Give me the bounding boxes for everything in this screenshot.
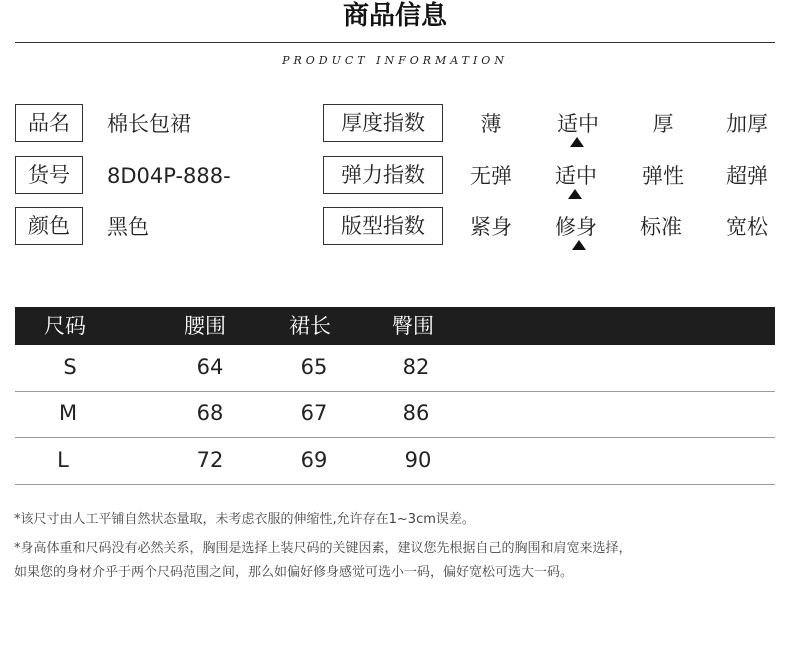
product-name-value: 棉长包裙: [107, 112, 191, 136]
size-advice-note-continued: 如果您的身材介乎于两个尺码范围之间，那么如偏好修身感觉可选小一码，偏好宽松可选大一码。: [14, 565, 574, 580]
fit-option: 标准: [640, 215, 682, 239]
table-cell-waist: 68: [196, 401, 224, 425]
page-title: 商品信息: [342, 1, 447, 31]
table-row: [15, 345, 775, 392]
product-name-label: 品名: [15, 104, 83, 142]
table-cell-waist: 72: [196, 448, 224, 472]
title-divider: [15, 42, 775, 43]
thickness-option: 厚: [652, 112, 674, 136]
table-cell-size: M: [58, 401, 78, 425]
table-cell-size: S: [63, 355, 77, 379]
fit-index-label: 版型指数: [323, 207, 443, 245]
selected-marker-icon: [568, 189, 582, 199]
table-cell-length: 65: [300, 355, 328, 379]
thickness-option: 适中: [557, 112, 599, 136]
product-color-label: 颜色: [15, 207, 83, 245]
fit-option: 修身: [555, 215, 597, 239]
thickness-option: 薄: [480, 112, 502, 136]
product-sku-value: 8D04P-888-: [107, 164, 231, 188]
column-header-size: 尺码: [44, 314, 86, 338]
table-cell-hip: 90: [404, 448, 432, 472]
column-header-length: 裙长: [289, 314, 331, 338]
selected-marker-icon: [570, 137, 584, 147]
thickness-index-label: 厚度指数: [323, 104, 443, 142]
table-cell-length: 69: [300, 448, 328, 472]
size-advice-note: *身高体重和尺码没有必然关系，胸围是选择上装尺码的关键因素，建议您先根据自己的胸围和肩宽来选择，: [14, 541, 632, 556]
table-row: [15, 438, 775, 485]
table-row: [15, 391, 775, 438]
thickness-option: 加厚: [726, 112, 768, 136]
table-cell-size: L: [57, 448, 69, 472]
elasticity-option: 弹性: [642, 164, 684, 188]
product-color-value: 黑色: [107, 215, 149, 239]
table-cell-hip: 82: [402, 355, 430, 379]
table-cell-length: 67: [300, 401, 328, 425]
elasticity-index-label: 弹力指数: [323, 156, 443, 194]
column-header-waist: 腰围: [184, 314, 226, 338]
table-cell-hip: 86: [402, 401, 430, 425]
product-sku-label: 货号: [15, 156, 83, 194]
fit-option: 紧身: [470, 215, 512, 239]
elasticity-option: 无弹: [470, 164, 512, 188]
page-subtitle: PRODUCT INFORMATION: [282, 54, 508, 67]
size-table-header: [15, 307, 775, 345]
column-header-hip: 臀围: [392, 314, 434, 338]
measurement-note: *该尺寸由人工平铺自然状态量取，未考虑衣服的伸缩性,允许存在1~3cm误差。: [14, 512, 475, 527]
elasticity-option: 超弹: [726, 164, 768, 188]
fit-option: 宽松: [726, 215, 768, 239]
selected-marker-icon: [572, 240, 586, 250]
elasticity-option: 适中: [555, 164, 597, 188]
table-cell-waist: 64: [196, 355, 224, 379]
